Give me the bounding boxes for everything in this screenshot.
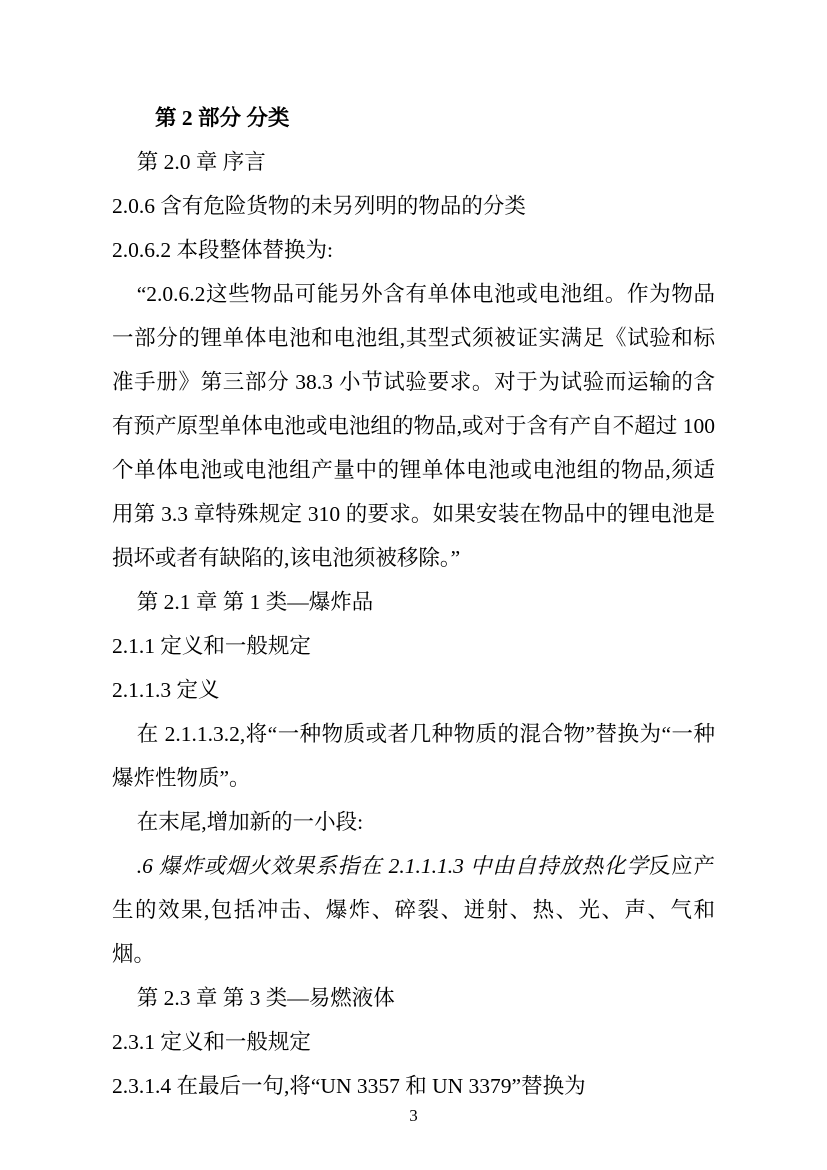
clause-2-3-1-4: 2.3.1.4 在最后一句,将“UN 3357 和 UN 3379”替换为 [112,1074,586,1098]
clause-2-3-1: 2.3.1 定义和一般规定 [112,1030,311,1054]
clause-2-0-6: 2.0.6 含有危险货物的未另列明的物品的分类 [112,194,526,218]
page-number: 3 [409,1106,418,1125]
part-heading: 第 2 部分 分类 [155,106,290,130]
quoted-amendment-text: “2.0.6.2这些物品可能另外含有单体电池或电池组。作为物品一部分的锂单体电池和电池组,其型式须被证实满足《试验和标准手册》第三部分 38.3 小节试验要求。对于为试验而运输的含有预产原型单体电池或电池组的物品,或对于含有产自不超过 100 个单体电池或电池组产量中的锂单体电池或电池组的物品,须适用第 3.3 章特殊规定 310 的要求。如果安装在物品中的锂电池是损坏或者有缺陷的,该电池须被移除。” [112,282,715,570]
chapter-heading-2-0: 第 2.0 章 序言 [136,150,266,174]
chapter-heading-2-1: 第 2.1 章 第 1 类—爆炸品 [136,590,374,614]
document-body [112,96,715,1108]
chapter-heading-2-3: 第 2.3 章 第 3 类—易燃液体 [136,986,395,1010]
clause-2-1-1-3: 2.1.1.3 定义 [112,678,220,702]
clause-2-0-6-2: 2.0.6.2 本段整体替换为: [112,238,333,262]
clause-2-1-1: 2.1.1 定义和一般规定 [112,634,311,658]
new-subparagraph-6: .6 爆炸或烟火效果系指在 2.1.1.1.3 中由自持放热化学反应产生的效果,包括冲击、爆炸、碎裂、迸射、热、光、声、气和烟。 [112,854,715,966]
emphasised-definition-text: .6 爆炸或烟火效果系指在 2.1.1.1.3 中由自持放热化学 [136,854,649,878]
instruction-add-subparagraph: 在末尾,增加新的一小段: [136,810,364,834]
amendment-paragraph-2-1-1-3-2: 在 2.1.1.3.2,将“一种物质或者几种物质的混合物”替换为“一种爆炸性物质”。 [112,722,715,790]
